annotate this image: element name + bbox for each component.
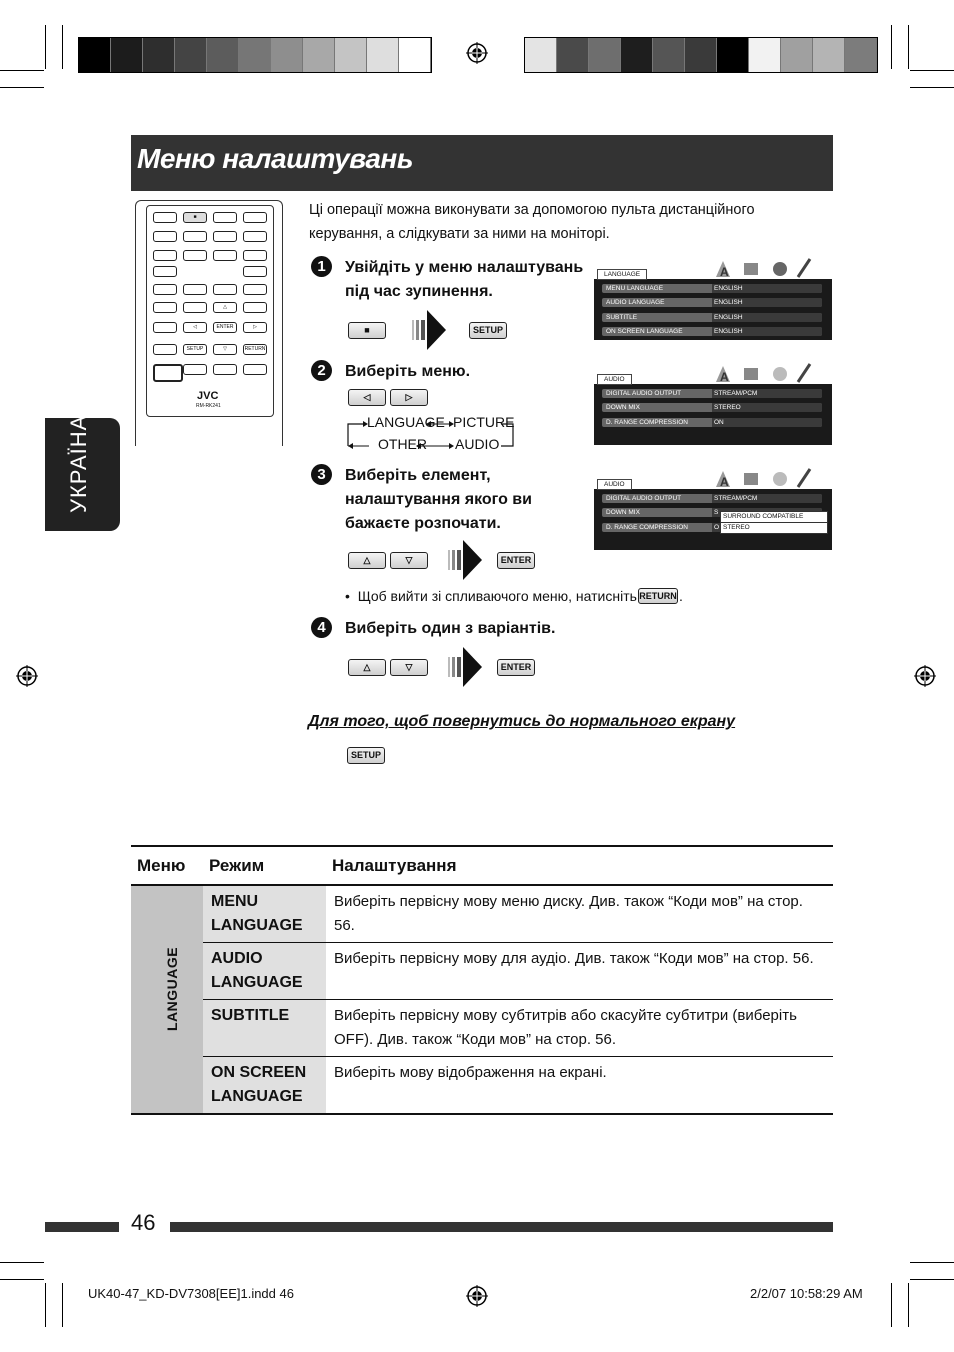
page-title: Меню налаштувань (137, 143, 413, 174)
color-swatch (781, 38, 813, 72)
step-4-text: Виберіть один з варіантів. (345, 620, 556, 637)
bullet-note (345, 585, 637, 607)
crop-mark (910, 1279, 954, 1280)
registration-mark-icon (914, 665, 936, 687)
step-1-text: Увійдіть у меню налаштувань під час зупинення. (345, 259, 584, 300)
right-key: ▷ (390, 389, 428, 406)
page-number: 46 (131, 1210, 156, 1235)
desc-cell: Виберіть первісну мову для аудіо. Див. також “Коди мов” на стор. 56. (326, 943, 833, 1000)
registration-mark-icon (466, 1285, 488, 1307)
osd-audio-popup-menu: AUDIO A DIGITAL AUDIO OUTPUT STREAM/PCM DOWN MIX S D. RANGE COMPRESSION O SURROUND COMPATIBLE STEREO (594, 475, 832, 550)
desc-cell: Виберіть первісну мову меню диску. Див. також “Коди мов” на стор. 56. (326, 885, 833, 943)
registration-mark-icon (466, 42, 488, 64)
osd-audio-menu: AUDIO A DIGITAL AUDIO OUTPUT STREAM/PCM DOWN MIX STEREO D. RANGE COMPRESSION ON (594, 370, 832, 445)
big-arrow-icon (448, 540, 482, 580)
step-2-text: Виберіть меню. (345, 363, 471, 380)
big-arrow-icon (448, 647, 482, 687)
color-swatch (303, 38, 335, 72)
up-key: △ (348, 552, 386, 569)
remote-keypad: ■ △ ◁ ENTER ▷ SETUP ▽ RETURN JVC RM-RK241 (146, 205, 274, 417)
settings-table (131, 845, 833, 1115)
color-swatch (685, 38, 717, 72)
return-heading: Для того, щоб повернутись до нормального екрану (308, 713, 736, 730)
language-side-tab-label: УКРАЇНА (66, 414, 91, 513)
page-bar-right (170, 1222, 833, 1232)
footer-file: UK40-47_KD-DV7308[EE]1.indd 46 (88, 1286, 294, 1301)
enter-key: ENTER (497, 659, 535, 676)
color-swatch (143, 38, 175, 72)
step-3-text: Виберіть елемент, налаштування якого ви бажаєте розпочати. (345, 467, 532, 532)
color-swatch (239, 38, 271, 72)
bullet-note-text: Щоб вийти зі спливаючого меню, натисніть (357, 588, 637, 604)
step-2-number: 2 (311, 360, 332, 381)
osd-tab-label: AUDIO (597, 479, 632, 490)
color-swatch (717, 38, 749, 72)
big-arrow-icon (412, 310, 446, 350)
down-key: ▽ (390, 552, 428, 569)
step-1-number: 1 (311, 256, 332, 277)
color-swatch-bar-left (78, 37, 432, 73)
desc-cell: Виберіть мову відображення на екрані. (326, 1057, 833, 1115)
remote-model: RM-RK241 (196, 403, 221, 409)
color-swatch (175, 38, 207, 72)
color-swatch (525, 38, 557, 72)
osd-popup-options: SURROUND COMPATIBLE STEREO (720, 511, 828, 534)
cycle-picture: PICTURE (453, 414, 515, 430)
bullet-dot: • (345, 588, 358, 604)
crop-mark (891, 25, 892, 69)
enter-key: ENTER (497, 552, 535, 569)
remote-control-illustration (135, 200, 283, 446)
osd-language-menu: LANGUAGE A MENU LANGUAGE ENGLISH AUDIO LANGUAGE ENGLISH SUBTITLE ENGLISH ON SCREEN LANGUAGE ENGLISH (594, 265, 832, 340)
crop-mark (62, 25, 63, 69)
table-row (131, 1000, 833, 1057)
color-swatch (207, 38, 239, 72)
color-swatch (621, 38, 653, 72)
svg-text:A: A (720, 265, 729, 279)
step-4-number: 4 (311, 617, 332, 638)
crop-mark (62, 1283, 63, 1327)
language-side-tab (45, 414, 120, 531)
up-key: △ (348, 659, 386, 676)
table-row (131, 885, 833, 943)
group-cell (131, 885, 203, 1114)
color-swatch (845, 38, 877, 72)
cycle-audio: AUDIO (455, 436, 500, 452)
crop-mark (910, 1262, 954, 1263)
setup-key: SETUP (469, 322, 507, 339)
mode-cell: AUDIO LANGUAGE (203, 943, 326, 1000)
osd-tab-label: AUDIO (597, 374, 632, 385)
footer-date: 2/2/07 10:58:29 AM (750, 1286, 863, 1301)
cycle-language: LANGUAGE (367, 414, 445, 430)
color-swatch (557, 38, 589, 72)
color-swatch (335, 38, 367, 72)
svg-text:A: A (720, 475, 729, 489)
mode-cell: SUBTITLE (203, 1000, 326, 1057)
crop-mark (0, 70, 44, 71)
page-bar-left (45, 1222, 119, 1232)
osd-menu-icons (712, 467, 816, 489)
osd-menu-icons (712, 362, 816, 384)
crop-mark (908, 1283, 909, 1327)
svg-text:A: A (720, 370, 729, 384)
color-swatch (399, 38, 431, 72)
crop-mark (45, 25, 46, 69)
left-key: ◁ (348, 389, 386, 406)
stop-key: ■ (348, 322, 386, 339)
crop-mark (0, 1262, 44, 1263)
mode-cell: MENU LANGUAGE (203, 885, 326, 943)
color-swatch (79, 38, 111, 72)
remote-brand: JVC (197, 390, 219, 402)
crop-mark (910, 70, 954, 71)
group-label: LANGUAGE (164, 946, 180, 1031)
color-swatch (589, 38, 621, 72)
table-row (131, 943, 833, 1000)
bullet-note-end: . (679, 588, 683, 604)
crop-mark (0, 87, 44, 88)
color-swatch (749, 38, 781, 72)
color-swatch (653, 38, 685, 72)
color-swatch (111, 38, 143, 72)
desc-cell: Виберіть первісну мову субтитрів або скасуйте субтитри (виберіть OFF). Див. також “Коди мов” на стор. 56. (326, 1000, 833, 1057)
cycle-other: OTHER (378, 436, 427, 452)
page-title-bar (131, 135, 833, 191)
registration-mark-icon (16, 665, 38, 687)
osd-tab-label: LANGUAGE (597, 269, 647, 280)
col-header-setting: Налаштування (326, 846, 833, 885)
col-header-mode: Режим (203, 846, 326, 885)
color-swatch (271, 38, 303, 72)
crop-mark (891, 1283, 892, 1327)
crop-mark (908, 25, 909, 69)
mode-cell: ON SCREEN LANGUAGE (203, 1057, 326, 1115)
intro-text: Ці операції можна виконувати за допомогою пульта дистанційного керування, а слідкувати за ними на моніторі. (309, 202, 755, 242)
step-3-number: 3 (311, 464, 332, 485)
return-key: RETURN (638, 588, 678, 604)
color-swatch (813, 38, 845, 72)
color-swatch-bar-right (524, 37, 878, 73)
setup-key: SETUP (347, 747, 385, 764)
crop-mark (45, 1283, 46, 1327)
osd-menu-icons (712, 257, 816, 279)
col-header-menu: Меню (131, 846, 203, 885)
color-swatch (367, 38, 399, 72)
down-key: ▽ (390, 659, 428, 676)
crop-mark (910, 87, 954, 88)
crop-mark (0, 1279, 44, 1280)
table-row (131, 1057, 833, 1115)
